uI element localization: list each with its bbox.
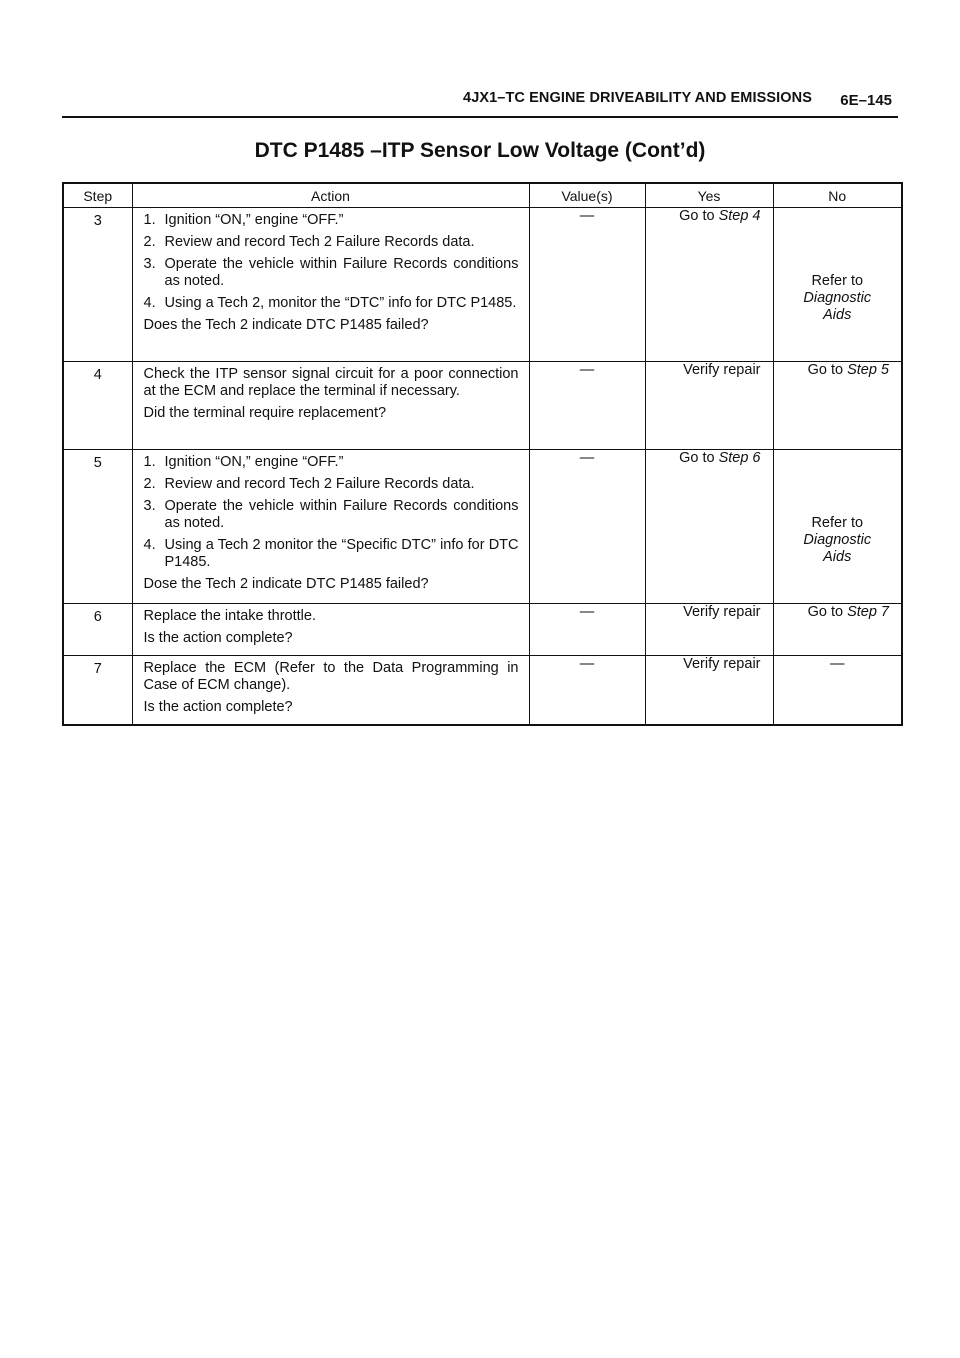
list-item — [144, 295, 519, 312]
section-title: 4JX1–TC ENGINE DRIVEABILITY AND EMISSIONS — [463, 90, 812, 106]
action-cell — [132, 362, 529, 450]
page-header — [62, 88, 898, 118]
action-cell — [132, 208, 529, 362]
yes-prefix: Go to — [679, 450, 719, 466]
item-text: Using a Tech 2 monitor the “Specific DTC” info for DTC P1485. — [164, 537, 519, 570]
yes-cell: Verify repair — [645, 604, 773, 656]
step-number: 7 — [63, 656, 132, 725]
question-text: Is the action complete? — [143, 630, 293, 646]
table-row — [63, 604, 902, 656]
value-cell: — — [529, 656, 645, 725]
no-cell: — — [773, 656, 902, 725]
step-number: 3 — [63, 208, 132, 362]
step-reference: Step 5 — [847, 362, 889, 378]
value-cell: — — [529, 208, 645, 362]
table-header-row — [63, 183, 902, 208]
instruction-text: Check the ITP sensor signal circuit for a poor connection at the ECM and replace the terminal if necessary. — [143, 366, 519, 399]
item-number: 2. — [143, 476, 156, 492]
no-prefix: Go to — [807, 604, 848, 620]
refer-target: Aids — [823, 307, 852, 323]
question-text: Does the Tech 2 indicate DTC P1485 failed? — [143, 317, 429, 333]
item-number: 3. — [143, 498, 156, 514]
diagnostic-table — [62, 182, 903, 726]
step-reference: Step 4 — [718, 208, 761, 224]
item-text: Review and record Tech 2 Failure Records data. — [164, 476, 475, 492]
yes-prefix: Go to — [679, 208, 719, 224]
no-cell — [773, 604, 902, 656]
list-item — [144, 537, 519, 571]
column-header-yes: Yes — [645, 183, 773, 208]
refer-text: Refer to — [811, 515, 864, 531]
item-number: 3. — [143, 256, 156, 272]
item-number: 4. — [143, 537, 156, 553]
list-item — [144, 234, 519, 251]
item-number: 1. — [143, 454, 156, 470]
instruction-text: Replace the intake throttle. — [143, 608, 316, 624]
step-number: 4 — [63, 362, 132, 450]
step-number: 5 — [63, 450, 132, 604]
table-row — [63, 656, 902, 725]
value-cell: — — [529, 362, 645, 450]
action-cell — [132, 604, 529, 656]
step-reference: Step 6 — [718, 450, 761, 466]
item-text: Using a Tech 2, monitor the “DTC” info for DTC P1485. — [164, 295, 517, 311]
refer-target: Aids — [823, 549, 852, 565]
list-item — [144, 212, 519, 229]
no-cell — [773, 362, 902, 450]
no-cell — [773, 450, 902, 604]
yes-cell — [645, 208, 773, 362]
no-cell — [773, 208, 902, 362]
list-item — [144, 498, 519, 532]
item-text: Ignition “ON,” engine “OFF.” — [164, 212, 344, 228]
refer-target: Diagnostic — [803, 532, 872, 548]
action-list — [144, 454, 519, 571]
question-text: Did the terminal require replacement? — [143, 405, 387, 421]
question-text: Dose the Tech 2 indicate DTC P1485 failed? — [143, 576, 429, 592]
page-number: 6E–145 — [840, 92, 892, 109]
column-header-action: Action — [132, 183, 529, 208]
list-item — [144, 454, 519, 471]
list-item — [144, 256, 519, 290]
column-header-step: Step — [63, 183, 132, 208]
value-cell: — — [529, 604, 645, 656]
action-cell — [132, 656, 529, 725]
yes-cell: Verify repair — [645, 656, 773, 725]
item-text: Operate the vehicle within Failure Records conditions as noted. — [164, 256, 519, 289]
column-header-no: No — [773, 183, 902, 208]
item-number: 4. — [143, 295, 156, 311]
refer-text: Refer to — [811, 273, 864, 289]
step-number: 6 — [63, 604, 132, 656]
refer-target: Diagnostic — [803, 290, 872, 306]
table-row — [63, 450, 902, 604]
page-title: DTC P1485 –ITP Sensor Low Voltage (Cont’d) — [254, 139, 706, 162]
action-list — [144, 212, 519, 312]
instruction-text: Replace the ECM (Refer to the Data Programming in Case of ECM change). — [143, 660, 519, 693]
item-number: 1. — [143, 212, 156, 228]
item-number: 2. — [143, 234, 156, 250]
no-prefix: Go to — [807, 362, 848, 378]
yes-cell — [645, 450, 773, 604]
table-row — [63, 362, 902, 450]
step-reference: Step 7 — [847, 604, 889, 620]
item-text: Ignition “ON,” engine “OFF.” — [164, 454, 344, 470]
column-header-values: Value(s) — [529, 183, 645, 208]
yes-cell: Verify repair — [645, 362, 773, 450]
list-item — [144, 476, 519, 493]
item-text: Review and record Tech 2 Failure Records data. — [164, 234, 475, 250]
item-text: Operate the vehicle within Failure Records conditions as noted. — [164, 498, 519, 531]
action-cell — [132, 450, 529, 604]
value-cell: — — [529, 450, 645, 604]
question-text: Is the action complete? — [143, 699, 293, 715]
table-row — [63, 208, 902, 362]
